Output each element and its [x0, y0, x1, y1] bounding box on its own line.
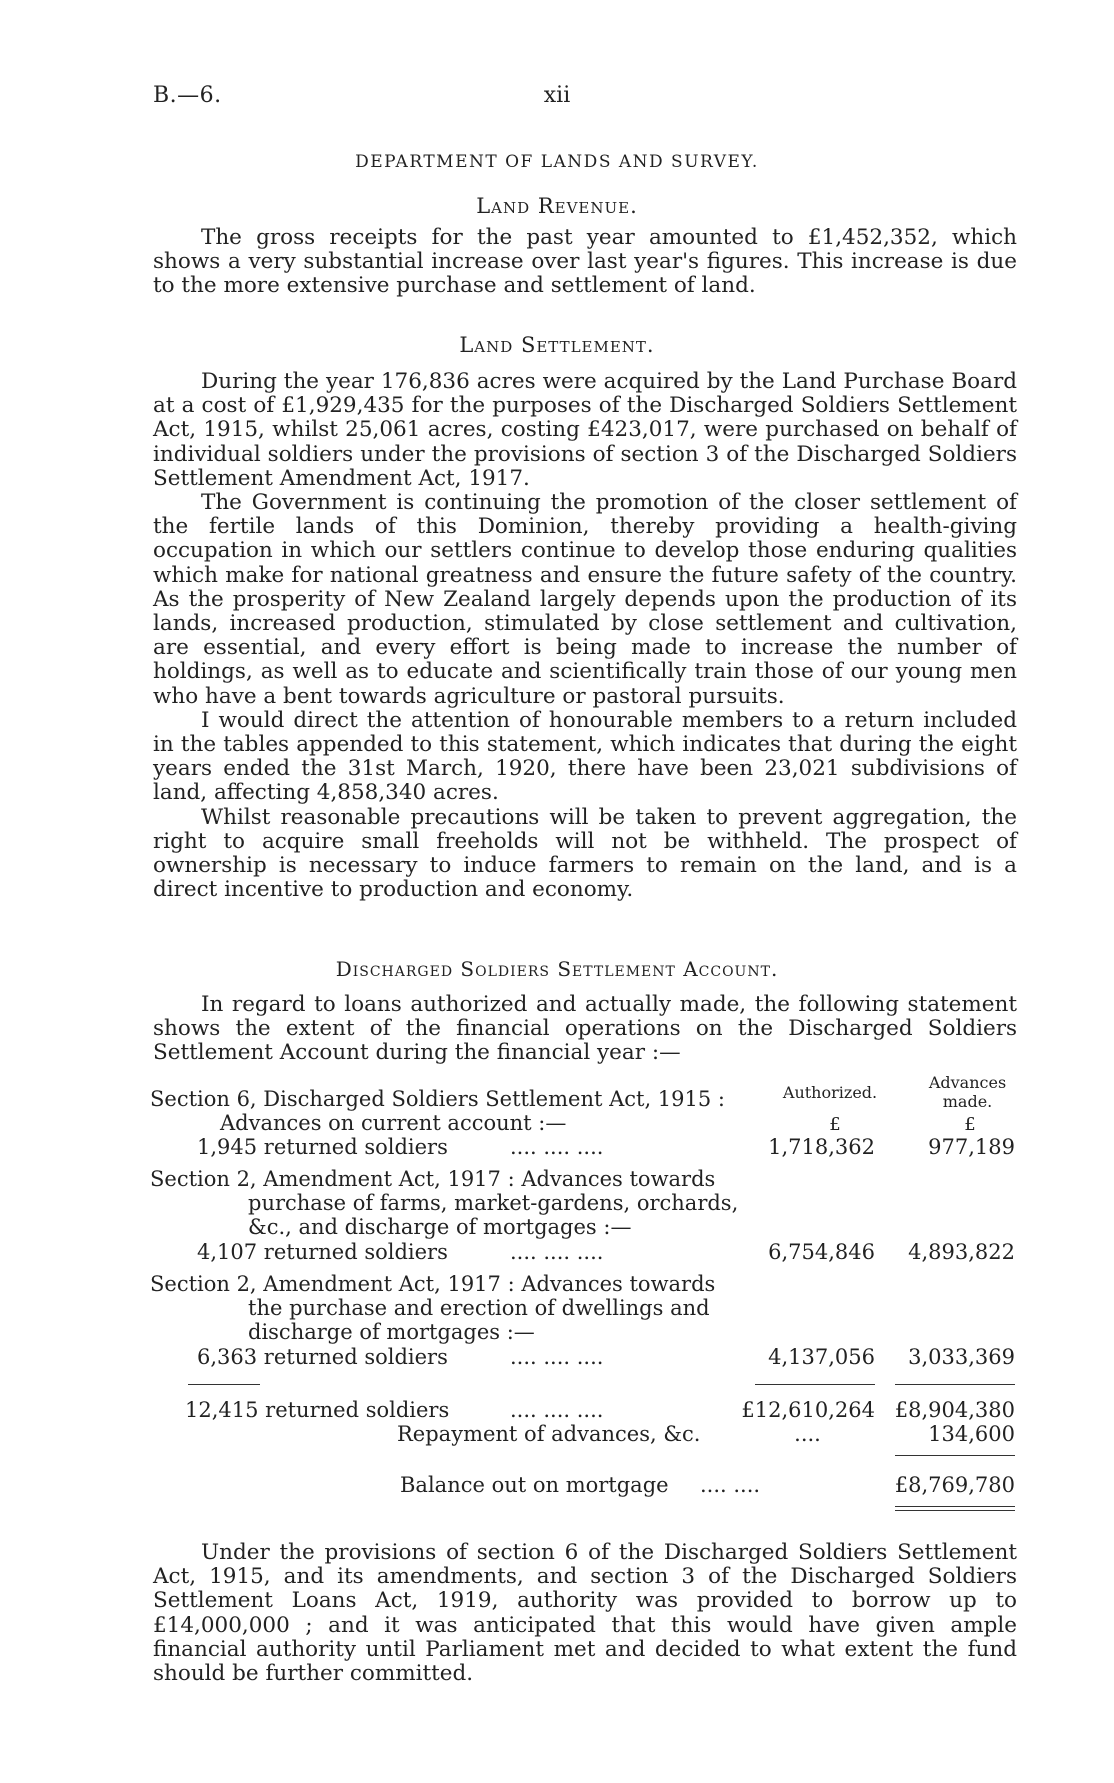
section-3-desc-line: discharge of mortgages :—: [248, 1320, 535, 1344]
currency-authorized: £: [829, 1114, 841, 1135]
section-2-title: Section 2, Amendment Act, 1917 : Advances towards: [150, 1167, 716, 1191]
page-number: xii: [543, 83, 571, 108]
sum-rule-authorized: [755, 1384, 875, 1385]
repayment-advances: 134,600: [928, 1422, 1015, 1446]
section-2-desc-line: purchase of farms, market-gardens, orchards,: [248, 1191, 739, 1215]
page-reference: B.—6.: [153, 83, 222, 108]
repayment-label: Repayment of advances, &c.: [397, 1422, 701, 1446]
sum-rule-advances: [895, 1384, 1015, 1385]
col-header-advances: Advances: [928, 1073, 1007, 1092]
section-2-advances: 4,893,822: [908, 1240, 1015, 1264]
section-3-authorized: 4,137,056: [768, 1345, 875, 1369]
land-settlement-heading: Land Settlement.: [459, 333, 655, 357]
paragraph: The gross receipts for the past year amounted to £1,452,352, which shows a very substantial increase over last year's figures. This increase is due to the more extensive purchase and settlement of land.: [153, 225, 1017, 299]
section-3-advances: 3,033,369: [908, 1345, 1015, 1369]
section-3-count: 6,363 returned soldiers: [197, 1345, 448, 1369]
section-3-desc-line: the purchase and erection of dwellings and: [248, 1296, 710, 1320]
paragraph: Whilst reasonable precautions will be taken to prevent aggregation, the right to acquire small freeholds will not be withheld. The prospect of ownership is necessary to induce farmers to remain on the land, and is a direct incentive to production and economy.: [153, 804, 1017, 903]
leader-dots: .... .... ....: [510, 1135, 604, 1159]
land-settlement-section: [153, 370, 1017, 902]
paragraph: During the year 176,836 acres were acquired by the Land Purchase Board at a cost of £1,929,435 for the purposes of the Discharged Soldiers Settlement Act, 1915, whilst 25,061 acres, costing £423,017, were purchased on behalf of individual soldiers under the provisions of section 3 of the Discharged Soldiers Settlement Amendment Act, 1917.: [153, 369, 1017, 491]
paragraph: I would direct the attention of honourable members to a return included in the tables appended to this statement, which indicates that during the eight years ended the 31st March, 1920, there have been 23,021 subdivisions of land, affecting 4,858,340 acres.: [153, 707, 1017, 806]
dssa-heading: Discharged Soldiers Settlement Account.: [335, 957, 779, 981]
section-1-subtitle: Advances on current account :—: [220, 1111, 567, 1135]
section-2-count: 4,107 returned soldiers: [197, 1240, 448, 1264]
leader-dots: .... ....: [700, 1473, 761, 1497]
final-section: [153, 1541, 1017, 1686]
section-1-title: Section 6, Discharged Soldiers Settlement Act, 1915 :: [150, 1087, 725, 1111]
total-authorized: £12,610,264: [741, 1398, 875, 1422]
dssa-intro-section: [153, 993, 1017, 1066]
col-header-authorized: Authorized.: [782, 1083, 878, 1102]
section-1-advances: 977,189: [928, 1135, 1015, 1159]
paragraph: Under the provisions of section 6 of the Discharged Soldiers Settlement Act, 1915, and its amendments, and section 3 of the Discharged Soldiers Settlement Loans Act, 1919, authority was provided to borrow up to £14,000,000 ; and it was anticipated that this would have given ample financial authority until Parliament met and decided to what extent the fund should be further committed.: [153, 1540, 1017, 1687]
balance-label: Balance out on mortgage: [400, 1473, 669, 1497]
sum-rule-count: [188, 1384, 260, 1385]
currency-advances: £: [964, 1114, 976, 1135]
section-3-title: Section 2, Amendment Act, 1917 : Advances towards: [150, 1272, 716, 1296]
section-1-authorized: 1,718,362: [768, 1135, 875, 1159]
land-revenue-heading: Land Revenue.: [476, 194, 638, 218]
total-count: 12,415 returned soldiers: [185, 1398, 450, 1422]
double-rule-top: [895, 1506, 1015, 1507]
double-rule-bottom: [895, 1510, 1015, 1511]
paragraph: The Government is continuing the promotion of the closer settlement of the fertile lands of this Dominion, thereby providing a health-giving occupation in which our settlers continue to develop those enduring qualities which make for national greatness and ensure the future safety of the country. As the prosperity of New Zealand largely depends upon the production of its lands, increased production, stimulated by close settlement and cultivation, are essential, and every effort is being made to increase the number of holdings, as well as to educate and scientifically train those of our young men who have a bent towards agriculture or pastoral pursuits.: [153, 490, 1017, 709]
section-2-authorized: 6,754,846: [768, 1240, 875, 1264]
section-1-count: 1,945 returned soldiers: [197, 1135, 448, 1159]
land-revenue-section: [153, 226, 1017, 299]
total-advances: £8,904,380: [894, 1398, 1015, 1422]
balance-rule-top: [895, 1455, 1015, 1456]
department-title: DEPARTMENT OF LANDS AND SURVEY.: [355, 152, 759, 172]
leader-dots: .... .... ....: [510, 1240, 604, 1264]
leader-dots: .... .... ....: [510, 1398, 604, 1422]
repayment-authorized: ....: [794, 1422, 821, 1446]
paragraph: In regard to loans authorized and actually made, the following statement shows the extent of the financial operations on the Discharged Soldiers Settlement Account during the financial year :—: [153, 992, 1017, 1066]
col-header-made: made.: [942, 1092, 993, 1111]
leader-dots: .... .... ....: [510, 1345, 604, 1369]
balance-advances: £8,769,780: [894, 1473, 1015, 1497]
section-2-desc-line: &c., and discharge of mortgages :—: [248, 1215, 632, 1239]
